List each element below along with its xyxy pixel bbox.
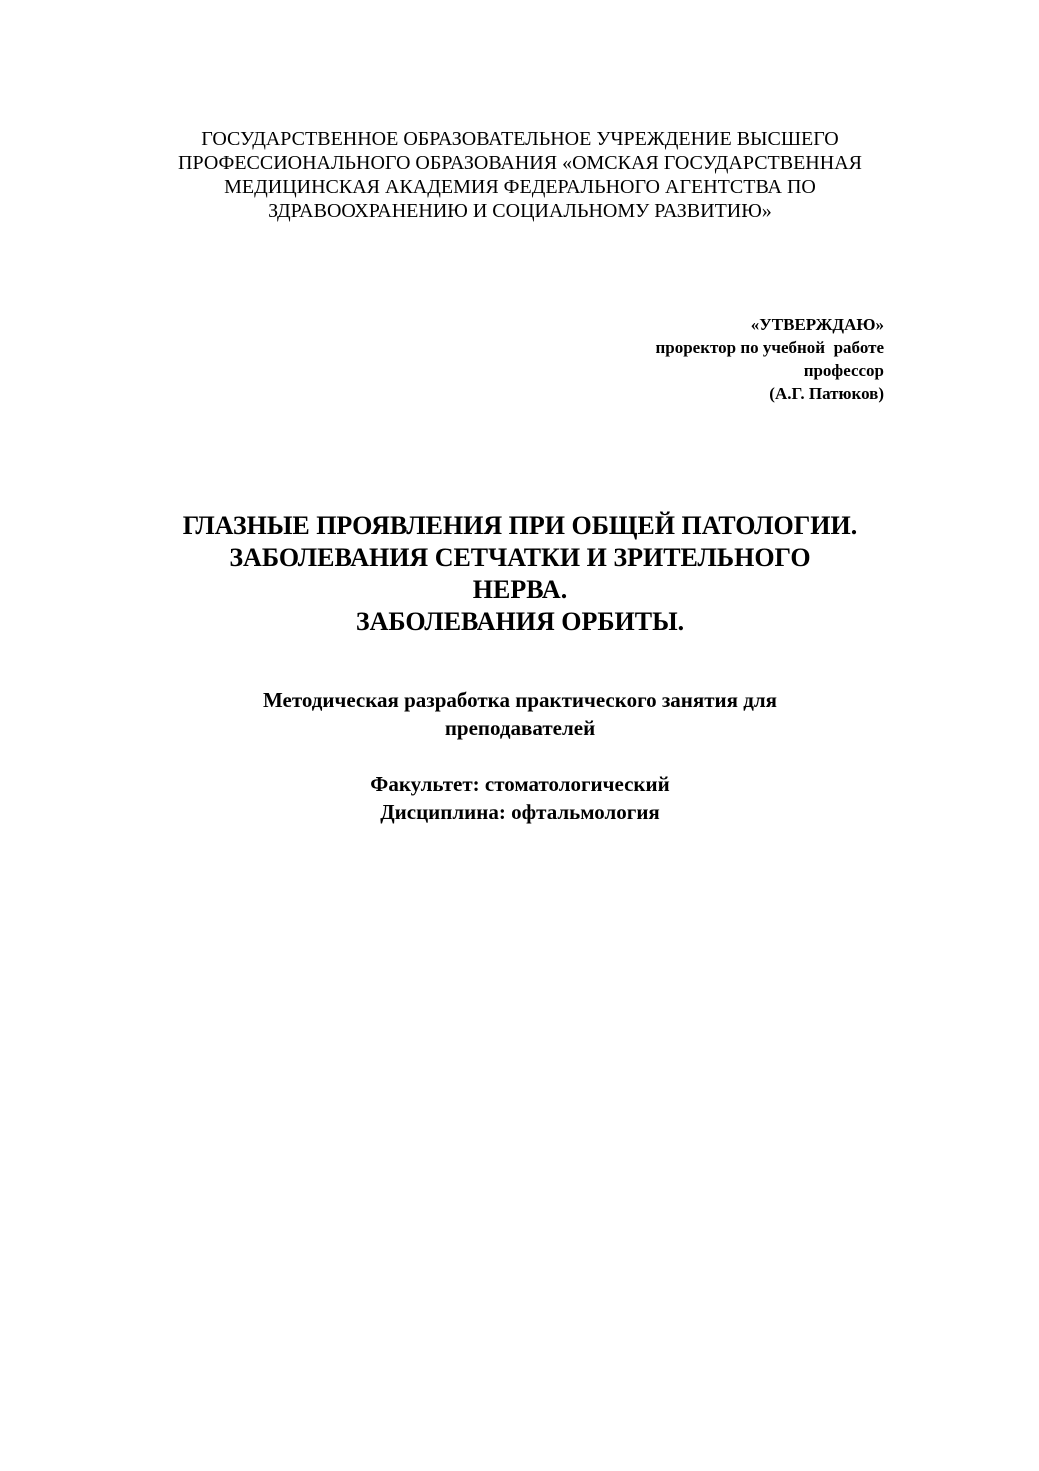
institution-header — [120, 127, 920, 223]
approval-rank: профессор — [803, 361, 884, 380]
approval-block — [655, 313, 884, 405]
document-title — [110, 510, 930, 638]
title-line: НЕРВА. — [472, 575, 568, 604]
institution-line: МЕДИЦИНСКАЯ АКАДЕМИЯ ФЕДЕРАЛЬНОГО АГЕНТСТВА ПО — [224, 176, 816, 198]
institution-line: ПРОФЕССИОНАЛЬНОГО ОБРАЗОВАНИЯ «ОМСКАЯ ГОСУДАРСТВЕННАЯ — [178, 152, 862, 174]
document-meta — [120, 770, 920, 826]
subtitle-line: Методическая разработка практического занятия для — [262, 688, 778, 712]
institution-line: ГОСУДАРСТВЕННОЕ ОБРАЗОВАТЕЛЬНОЕ УЧРЕЖДЕНИЕ ВЫСШЕГО — [201, 128, 839, 150]
title-line: ЗАБОЛЕВАНИЯ ОРБИТЫ. — [355, 607, 685, 636]
approval-position: проректор по учебной работе — [655, 338, 884, 357]
approval-heading: «УТВЕРЖДАЮ» — [750, 315, 884, 334]
approval-name: (А.Г. Патюков) — [769, 384, 884, 403]
title-line: ГЛАЗНЫЕ ПРОЯВЛЕНИЯ ПРИ ОБЩЕЙ ПАТОЛОГИИ. — [182, 511, 858, 540]
document-subtitle — [120, 686, 920, 742]
faculty-line: Факультет: стоматологический — [370, 772, 670, 796]
subtitle-line: преподавателей — [444, 716, 596, 740]
discipline-line: Дисциплина: офтальмология — [380, 800, 660, 824]
institution-line: ЗДРАВООХРАНЕНИЮ И СОЦИАЛЬНОМУ РАЗВИТИЮ» — [268, 200, 772, 222]
title-line: ЗАБОЛЕВАНИЯ СЕТЧАТКИ И ЗРИТЕЛЬНОГО — [229, 543, 811, 572]
